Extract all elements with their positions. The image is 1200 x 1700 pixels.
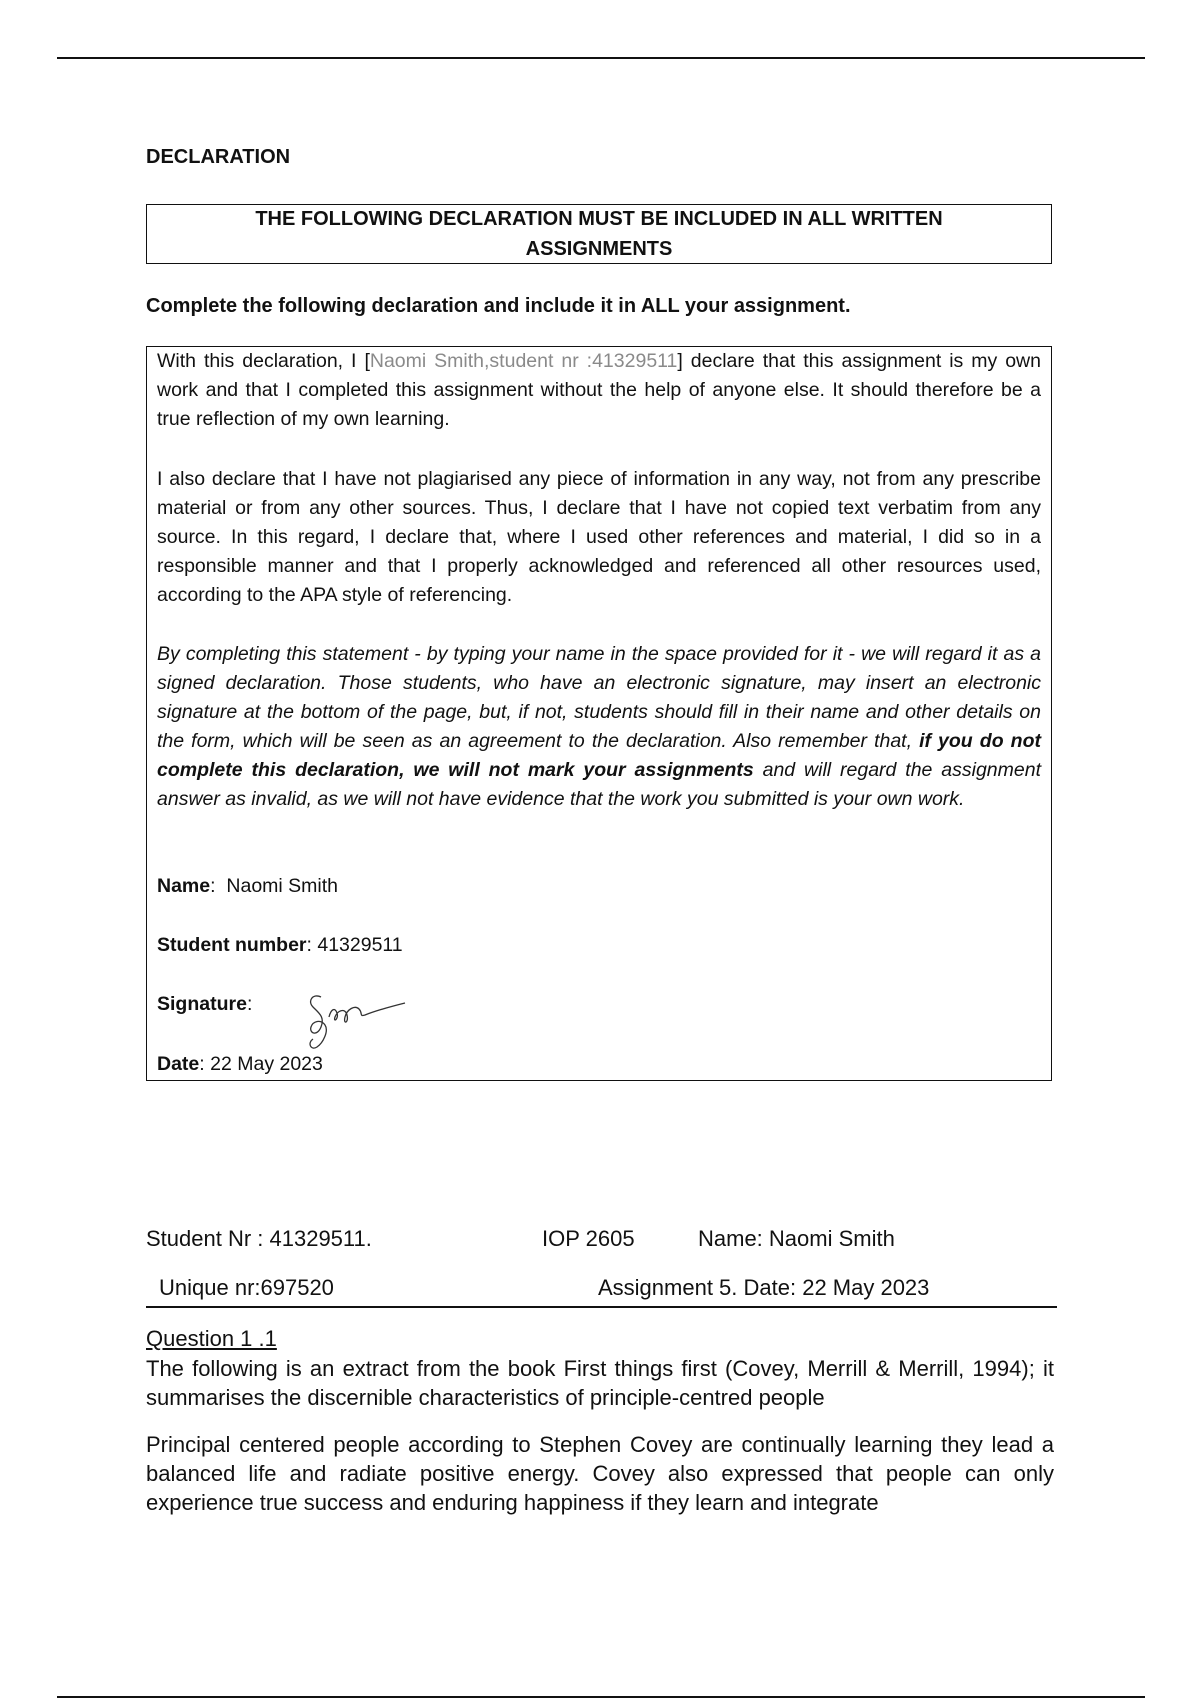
header-course-code: IOP 2605 (542, 1226, 635, 1251)
declaration-p3-text1: By completing this statement - by typing your name in the space provided for it - we will regard it as a signed declaration. Those students, who have an electronic signature, may insert an electronic signature at the bottom of the page, but, if not, students should fill in their name and other details on the form, which will be seen as an agreement to the declaration. Also remember that, (157, 643, 1041, 752)
declaration-paragraph-2: I also declare that I have not plagiarised any piece of information in any way, not from any prescribe material or from any other sources. Thus, I declare that I have not copied text verbatim from any source. In this regard, I declare that, where I used other references and material, I did so in a responsible manner and that I properly acknowledged and referenced all other resources used, according to the APA style of referencing. (157, 468, 1041, 606)
question-paragraph-1: The following is an extract from the book First things first (Covey, Merrill & Merrill, 1994); it summarises the discernible characteristics of principle-centred people (146, 1356, 1054, 1410)
declaration-p3-warning: if you do not complete this declaration, we will not mark your assignments (157, 730, 1041, 781)
declaration-requirement-box (146, 204, 1052, 264)
header-assignment-date: Assignment 5. Date: 22 May 2023 (598, 1275, 930, 1300)
declaration-paragraph-1 (157, 347, 1041, 434)
bottom-rule (57, 1696, 1145, 1698)
student-number-label: Student number (157, 934, 307, 956)
declaration-paragraph-3 (157, 640, 1041, 814)
declaration-heading: DECLARATION (146, 146, 291, 168)
declaration-p3-text2: and will regard the assignment answer as invalid, as we will not have evidence that the work you submitted is your own work. (157, 759, 1041, 810)
header-rule (146, 1306, 1057, 1308)
declaration-instruction: Complete the following declaration and include it in ALL your assignment. (146, 295, 851, 317)
declaration-name-placeholder: Naomi Smith,student nr :41329511 (369, 350, 678, 372)
header-unique-number: Unique nr:697520 (159, 1275, 334, 1300)
header-student-number: Student Nr : 41329511. (146, 1226, 372, 1251)
name-field: Name: Naomi Smith (157, 875, 339, 897)
date-value: 22 May 2023 (210, 1053, 323, 1075)
declaration-p1-before: With this declaration, I [ (157, 350, 370, 372)
declaration-requirement-title: THE FOLLOWING DECLARATION MUST BE INCLUDED IN ALL WRITTEN ASSIGNMENTS (255, 208, 943, 260)
signature-label: Signature (157, 993, 247, 1015)
name-label: Name (157, 875, 211, 897)
top-rule (57, 57, 1145, 59)
date-label: Date (157, 1053, 200, 1075)
question-title: Question 1 .1 (146, 1326, 277, 1351)
name-value: Naomi Smith (226, 875, 339, 897)
date-field: Date: 22 May 2023 (157, 1053, 323, 1075)
question-paragraph-2: Principal centered people according to Stephen Covey are continually learning they lead a balanced life and radiate positive energy. Covey also expressed that people can only experience true success and enduring happiness if they learn and integrate (146, 1432, 1054, 1515)
signature-field: Signature: (157, 993, 253, 1015)
header-name: Name: Naomi Smith (698, 1226, 895, 1251)
student-number-value: 41329511 (317, 934, 403, 956)
declaration-p1-after: ] declare that this assignment is my own work and that I completed this assignment without the help of anyone else. It should therefore be a true reflection of my own learning. (157, 350, 1041, 430)
student-number-field: Student number: 41329511 (157, 934, 403, 956)
declaration-form-box (146, 346, 1052, 1081)
signature-image (299, 987, 409, 1053)
